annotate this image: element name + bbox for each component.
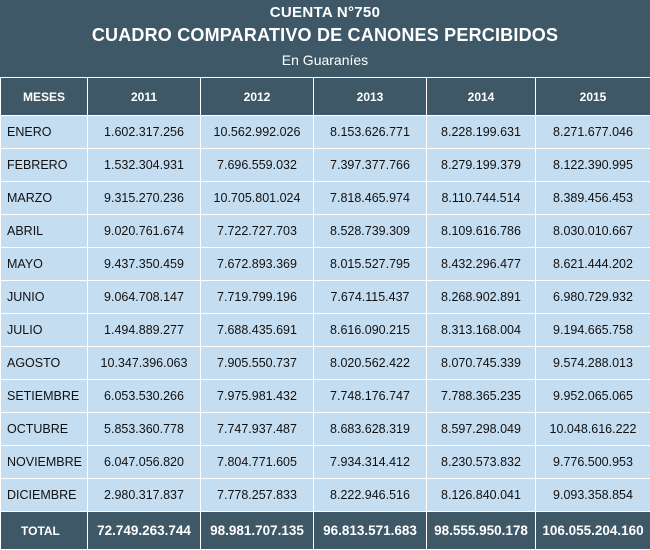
value-cell: 7.905.550.737 bbox=[201, 347, 314, 380]
value-cell: 7.722.727.703 bbox=[201, 215, 314, 248]
table-row bbox=[1, 347, 650, 380]
value-cell: 7.788.365.235 bbox=[427, 380, 536, 413]
column-header-year: 2012 bbox=[201, 78, 314, 116]
value-cell: 2.980.317.837 bbox=[88, 479, 201, 512]
total-cell: 98.981.707.135 bbox=[201, 512, 314, 550]
account-number: CUENTA N°750 bbox=[0, 4, 650, 21]
month-cell: NOVIEMBRE bbox=[1, 446, 88, 479]
value-cell: 7.672.893.369 bbox=[201, 248, 314, 281]
table-row bbox=[1, 314, 650, 347]
value-cell: 7.674.115.437 bbox=[314, 281, 427, 314]
table-row bbox=[1, 248, 650, 281]
currency-subtitle: En Guaraníes bbox=[0, 52, 650, 68]
value-cell: 7.719.799.196 bbox=[201, 281, 314, 314]
value-cell: 6.053.530.266 bbox=[88, 380, 201, 413]
value-cell: 8.030.010.667 bbox=[536, 215, 650, 248]
value-cell: 8.230.573.832 bbox=[427, 446, 536, 479]
table-row bbox=[1, 215, 650, 248]
value-cell: 10.347.396.063 bbox=[88, 347, 201, 380]
month-cell: SETIEMBRE bbox=[1, 380, 88, 413]
month-cell: FEBRERO bbox=[1, 149, 88, 182]
value-cell: 6.980.729.932 bbox=[536, 281, 650, 314]
comparison-table bbox=[0, 77, 650, 550]
value-cell: 7.975.981.432 bbox=[201, 380, 314, 413]
table-row bbox=[1, 281, 650, 314]
value-cell: 10.048.616.222 bbox=[536, 413, 650, 446]
value-cell: 9.020.761.674 bbox=[88, 215, 201, 248]
month-cell: JUNIO bbox=[1, 281, 88, 314]
value-cell: 9.952.065.065 bbox=[536, 380, 650, 413]
month-cell: DICIEMBRE bbox=[1, 479, 88, 512]
value-cell: 8.389.456.453 bbox=[536, 182, 650, 215]
value-cell: 10.705.801.024 bbox=[201, 182, 314, 215]
value-cell: 8.228.199.631 bbox=[427, 116, 536, 149]
value-cell: 5.853.360.778 bbox=[88, 413, 201, 446]
month-cell: MARZO bbox=[1, 182, 88, 215]
value-cell: 9.315.270.236 bbox=[88, 182, 201, 215]
table-row bbox=[1, 479, 650, 512]
month-cell: OCTUBRE bbox=[1, 413, 88, 446]
value-cell: 8.070.745.339 bbox=[427, 347, 536, 380]
table-row bbox=[1, 116, 650, 149]
value-cell: 8.268.902.891 bbox=[427, 281, 536, 314]
value-cell: 7.696.559.032 bbox=[201, 149, 314, 182]
value-cell: 7.818.465.974 bbox=[314, 182, 427, 215]
header-row bbox=[1, 78, 650, 116]
value-cell: 9.574.288.013 bbox=[536, 347, 650, 380]
column-header-year: 2013 bbox=[314, 78, 427, 116]
value-cell: 8.432.296.477 bbox=[427, 248, 536, 281]
table-row bbox=[1, 446, 650, 479]
value-cell: 8.015.527.795 bbox=[314, 248, 427, 281]
value-cell: 1.602.317.256 bbox=[88, 116, 201, 149]
value-cell: 8.153.626.771 bbox=[314, 116, 427, 149]
month-cell: MAYO bbox=[1, 248, 88, 281]
value-cell: 7.934.314.412 bbox=[314, 446, 427, 479]
value-cell: 1.494.889.277 bbox=[88, 314, 201, 347]
value-cell: 7.397.377.766 bbox=[314, 149, 427, 182]
column-header-months: MESES bbox=[1, 78, 88, 116]
month-cell: ENERO bbox=[1, 116, 88, 149]
value-cell: 8.616.090.215 bbox=[314, 314, 427, 347]
value-cell: 8.279.199.379 bbox=[427, 149, 536, 182]
value-cell: 7.748.176.747 bbox=[314, 380, 427, 413]
column-header-year: 2015 bbox=[536, 78, 650, 116]
value-cell: 7.688.435.691 bbox=[201, 314, 314, 347]
total-cell: 96.813.571.683 bbox=[314, 512, 427, 550]
total-cell: 72.749.263.744 bbox=[88, 512, 201, 550]
total-label: TOTAL bbox=[1, 512, 88, 550]
value-cell: 8.126.840.041 bbox=[427, 479, 536, 512]
title-block bbox=[0, 0, 650, 78]
month-cell: AGOSTO bbox=[1, 347, 88, 380]
column-header-year: 2014 bbox=[427, 78, 536, 116]
value-cell: 8.271.677.046 bbox=[536, 116, 650, 149]
value-cell: 8.313.168.004 bbox=[427, 314, 536, 347]
table-row bbox=[1, 413, 650, 446]
report-title: CUADRO COMPARATIVO DE CANONES PERCIBIDOS bbox=[0, 25, 650, 46]
total-row bbox=[1, 512, 650, 550]
value-cell: 9.093.358.854 bbox=[536, 479, 650, 512]
value-cell: 8.109.616.786 bbox=[427, 215, 536, 248]
total-cell: 98.555.950.178 bbox=[427, 512, 536, 550]
column-header-year: 2011 bbox=[88, 78, 201, 116]
month-cell: ABRIL bbox=[1, 215, 88, 248]
value-cell: 8.020.562.422 bbox=[314, 347, 427, 380]
value-cell: 7.804.771.605 bbox=[201, 446, 314, 479]
value-cell: 6.047.056.820 bbox=[88, 446, 201, 479]
table-row bbox=[1, 149, 650, 182]
table-row bbox=[1, 182, 650, 215]
value-cell: 10.562.992.026 bbox=[201, 116, 314, 149]
value-cell: 8.621.444.202 bbox=[536, 248, 650, 281]
value-cell: 1.532.304.931 bbox=[88, 149, 201, 182]
value-cell: 9.194.665.758 bbox=[536, 314, 650, 347]
total-cell: 106.055.204.160 bbox=[536, 512, 650, 550]
value-cell: 8.528.739.309 bbox=[314, 215, 427, 248]
value-cell: 9.776.500.953 bbox=[536, 446, 650, 479]
table-row bbox=[1, 380, 650, 413]
value-cell: 8.110.744.514 bbox=[427, 182, 536, 215]
value-cell: 9.064.708.147 bbox=[88, 281, 201, 314]
value-cell: 9.437.350.459 bbox=[88, 248, 201, 281]
value-cell: 8.597.298.049 bbox=[427, 413, 536, 446]
value-cell: 8.122.390.995 bbox=[536, 149, 650, 182]
month-cell: JULIO bbox=[1, 314, 88, 347]
value-cell: 7.778.257.833 bbox=[201, 479, 314, 512]
value-cell: 8.222.946.516 bbox=[314, 479, 427, 512]
value-cell: 8.683.628.319 bbox=[314, 413, 427, 446]
value-cell: 7.747.937.487 bbox=[201, 413, 314, 446]
